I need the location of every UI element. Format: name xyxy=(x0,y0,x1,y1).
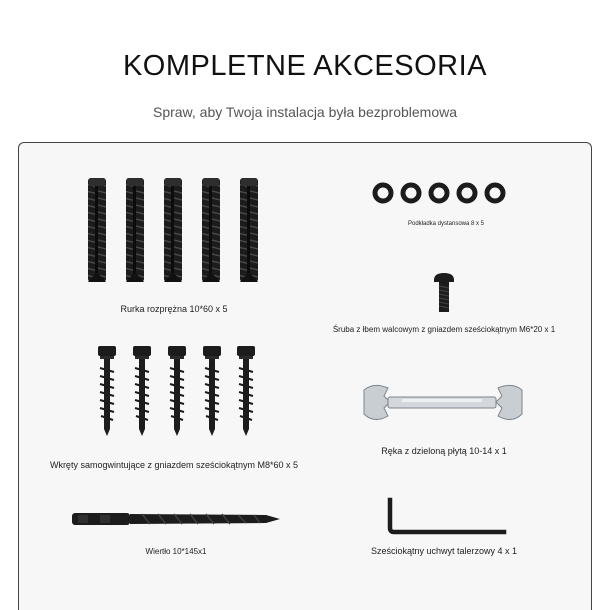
hexkey-label: Sześciokątny uchwyt talerzowy 4 x 1 xyxy=(370,546,518,556)
page-title: KOMPLETNE AKCESORIA xyxy=(122,50,488,82)
washers-label: Podkładka dystansowa 8 x 5 xyxy=(407,221,485,227)
lag-screw-icon xyxy=(96,344,256,438)
drill-bit-icon xyxy=(70,508,286,530)
open-end-wrench-icon xyxy=(362,384,524,422)
anchors-label: Rurka rozprężna 10*60 x 5 xyxy=(120,304,228,314)
wall-anchor-icon xyxy=(86,176,266,286)
page-subtitle: Spraw, aby Twoja instalacja była bezproblemowa xyxy=(152,104,458,120)
bolt-label: Śruba z łbem walcowym z gniazdem sześciokątnym M6*20 x 1 xyxy=(332,325,556,334)
screws-label: Wkręty samogwintujące z gniazdem sześciokątnym M8*60 x 5 xyxy=(49,460,299,470)
hex-key-icon xyxy=(384,498,508,536)
drill-label: Wiertło 10*145x1 xyxy=(145,547,207,556)
hex-socket-bolt-icon xyxy=(432,272,456,314)
wrench-label: Ręka z dzieloną płytą 10-14 x 1 xyxy=(381,446,507,456)
washer-ring-icon xyxy=(372,182,512,206)
